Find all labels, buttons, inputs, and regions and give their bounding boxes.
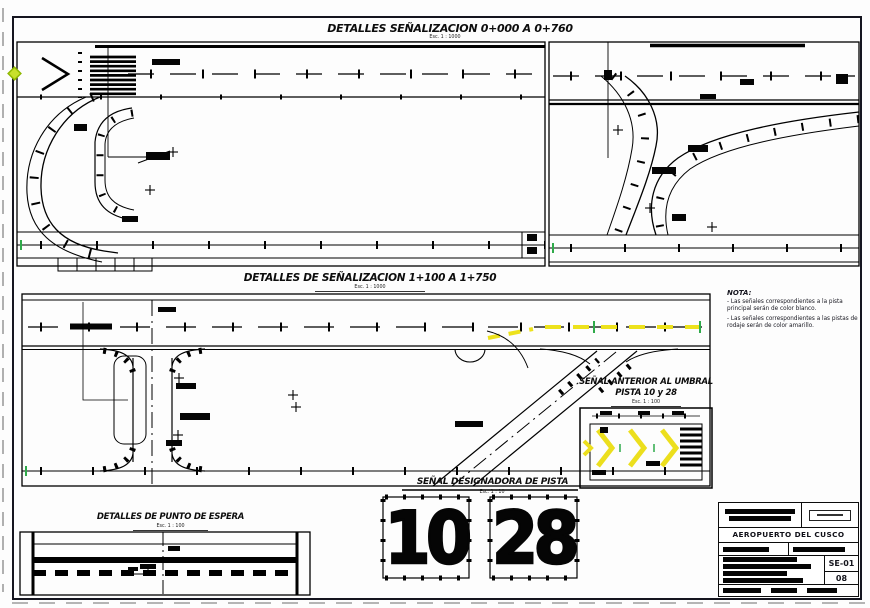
section-title-senalizacion-1100: DETALLES DE SEÑALIZACION 1+100 A 1+750	[243, 272, 497, 284]
viewport-senalizacion-0760	[549, 42, 859, 266]
stamp-cell	[802, 503, 858, 527]
umbral-title-line2: PISTA 10 y 28	[615, 388, 677, 398]
plus-marks	[613, 125, 717, 232]
threshold-diamond-marker	[8, 67, 21, 80]
espera-title: DETALLES DE PUNTO DE ESPERA	[96, 512, 245, 522]
threshold-stripes	[680, 429, 702, 465]
sheet-id-cells	[825, 556, 858, 584]
redacted-text-bar	[725, 509, 795, 514]
annotation-bars	[158, 307, 483, 446]
nota-title: NOTA:	[727, 289, 752, 297]
runway-digits-28: 28	[492, 495, 576, 580]
yellow-chevrons	[584, 430, 676, 466]
redacted-text-bar	[723, 557, 797, 562]
annotation-bars	[74, 59, 537, 254]
detail-senal-umbral	[580, 408, 712, 488]
redacted-text-bar	[723, 578, 803, 583]
title-block-main-row	[719, 556, 858, 584]
nota-item: - Las señales correspondientes a las pistas de rodaje serán de color amarillo.	[727, 315, 858, 330]
project-name: AEROPUERTO DEL CUSCO	[719, 528, 858, 543]
ministry-logo-text	[719, 503, 802, 527]
threshold-piano-keys	[90, 57, 136, 94]
runway-digits-10: 10	[384, 495, 468, 580]
scale-label: Esc. 1 : 1000	[315, 285, 425, 292]
redacted-text-bar	[807, 588, 837, 593]
scale-label: Esc. 1 : 100	[133, 524, 208, 531]
nota-item: - Las señales correspondientes a la pista principal serán de color blanco.	[727, 299, 843, 313]
sheet-code: SE-01	[825, 556, 858, 572]
title-block-row	[719, 543, 858, 557]
scale-label: Esc. 1 : 1000	[400, 35, 490, 42]
stamp-box	[809, 510, 851, 521]
scale-label: Esc. 1 : 100	[611, 400, 681, 407]
redacted-text-bar	[729, 516, 791, 521]
designadora-title: SEÑAL DESIGNADORA DE PISTA	[416, 477, 569, 487]
redacted-text-bar	[793, 547, 845, 552]
redacted-text-bar	[723, 547, 769, 552]
viewport-senalizacion-0000	[8, 42, 545, 271]
detail-punto-espera	[20, 532, 310, 595]
scale-label: Esc. 1 : 10	[479, 490, 505, 495]
redacted-text-bar	[771, 588, 797, 593]
drawing-info-cells	[719, 556, 825, 584]
title-block-header-row	[719, 503, 858, 528]
title-block	[718, 502, 859, 597]
umbral-title-line1: SEÑAL ANTERIOR AL UMBRAL	[579, 377, 713, 387]
redacted-text-bar	[723, 571, 787, 576]
redacted-text-bar	[723, 564, 811, 569]
section-title-senalizacion-0000: DETALLES SEÑALIZACION 0+000 A 0+760	[327, 22, 573, 35]
title-block-footer-row	[719, 584, 858, 596]
threshold-chevron	[42, 58, 68, 90]
nota-block	[727, 289, 858, 333]
redacted-text-bar	[723, 588, 761, 593]
sheet-number: 08	[835, 573, 848, 583]
